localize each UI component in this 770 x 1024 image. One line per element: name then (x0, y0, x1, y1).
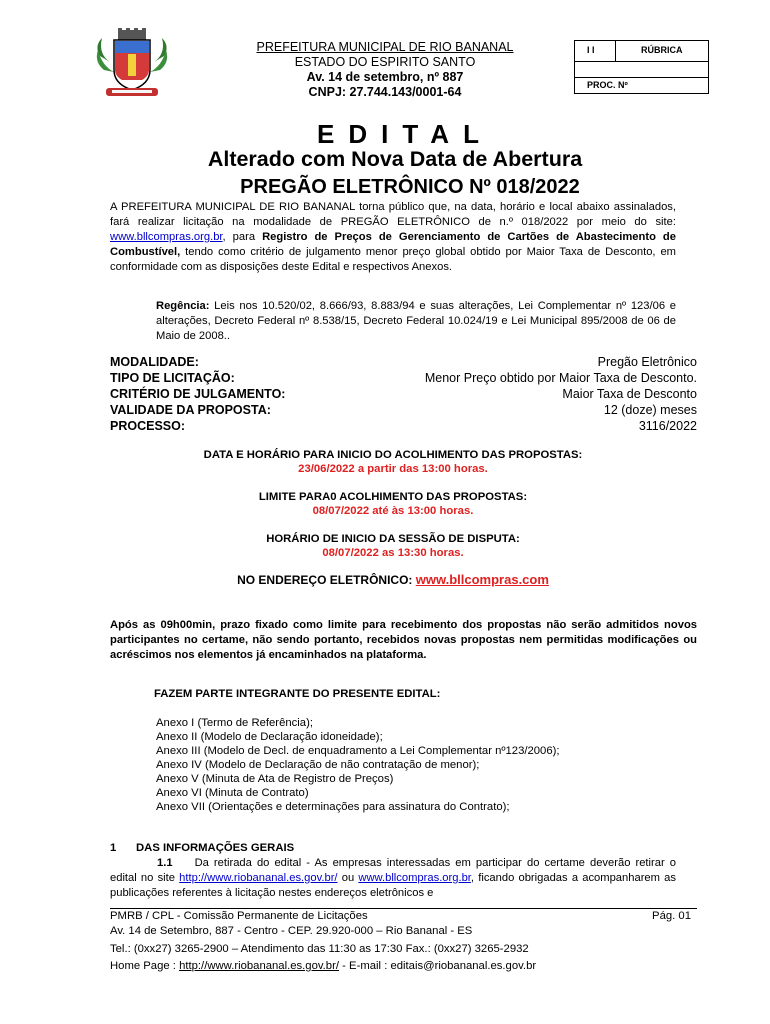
header-address: Av. 14 de setembro, nº 887 (306, 70, 464, 84)
inicio-label: DATA E HORÁRIO PARA INICIO DO ACOLHIMENTO DAS PROPOSTAS: (203, 449, 583, 461)
regencia-label: Regência: (156, 300, 210, 312)
field-value: 3116/2022 (638, 419, 697, 433)
field-processo (110, 419, 697, 435)
footer-email: - E-mail : editais@riobananal.es.gov.br (339, 960, 537, 972)
field-modalidade (110, 355, 697, 371)
header-cnpj: CNPJ: 27.744.143/0001-64 (308, 85, 462, 99)
anexo-item: Anexo VI (Minuta de Contrato) (156, 787, 309, 799)
section1-paragraph (110, 856, 676, 901)
field-validade (110, 403, 697, 419)
footer-homepage-link[interactable]: http://www.riobananal.es.gov.br/ (179, 960, 339, 972)
footer-phone: Tel.: (0xx27) 3265-2900 – Atendimento das 11:30 as 17:30 Fax.: (0xx27) 3265-2932 (110, 943, 529, 955)
section1-sub: 1.1 (157, 857, 173, 869)
anexo-item: Anexo VII (Orientações e determinações para assinatura do Contrato); (156, 801, 510, 813)
rubrica-box (574, 40, 709, 94)
endereco-line (110, 573, 676, 587)
limite-label: LIMITE PARA0 ACOLHIMENTO DAS PROPOSTAS: (258, 491, 528, 503)
title-pregao: PREGÃO ELETRÔNICO Nº 018/2022 (240, 176, 580, 198)
field-value: 12 (doze) meses (603, 403, 697, 417)
section1-heading: DAS INFORMAÇÕES GERAIS (136, 842, 295, 854)
section1-text-b: ou (337, 872, 359, 884)
intro-text-c: tendo como critério de julgamento menor preço global obtido por Maior Taxa de Desconto, em conformidade com as disposições deste Edital e respectivos Anexos. (110, 246, 676, 273)
field-label: MODALIDADE: (110, 355, 199, 369)
field-criterio (110, 387, 697, 403)
box-rubrica-label: RÚBRICA (641, 45, 683, 55)
field-value: Maior Taxa de Desconto (562, 387, 697, 401)
field-label: TIPO DE LICITAÇÃO: (110, 371, 235, 385)
regencia-paragraph (156, 299, 676, 344)
field-tipo (110, 371, 697, 387)
endereco-label: NO ENDEREÇO ELETRÔNICO: (237, 573, 416, 587)
sessao-value: 08/07/2022 as 13:30 horas. (322, 547, 464, 559)
section1-text-c: , ficando obrigadas a acompanharem as publicações referentes à licitação nestes endereços eletrônicos e (110, 872, 676, 899)
footer-address: Av. 14 de Setembro, 887 - Centro - CEP. 29.920-000 – Rio Bananal - ES (110, 925, 473, 937)
anexo-item: Anexo I (Termo de Referência); (156, 717, 313, 729)
field-label: CRITÉRIO DE JULGAMENTO: (110, 387, 286, 401)
section1-text-a: Da retirada do edital - As empresas interessadas em participar do certame deverão retirar o edital no site (110, 857, 676, 884)
header-estado: ESTADO DO ESPIRITO SANTO (294, 55, 476, 69)
header-prefeitura: PREFEITURA MUNICIPAL DE RIO BANANAL (256, 40, 514, 54)
riobananal-link[interactable]: http://www.riobananal.es.gov.br/ (179, 872, 338, 884)
footer-line1 (110, 910, 697, 922)
bllcompras-link[interactable]: www.bllcompras.org.br (358, 872, 471, 884)
field-label: PROCESSO: (110, 419, 186, 433)
anexo-item: Anexo II (Modelo de Declaração idoneidade); (156, 731, 383, 743)
limite-value: 08/07/2022 até às 13:00 horas. (312, 505, 474, 517)
footer-cpl: PMRB / CPL - Comissão Permanente de Licitações (110, 910, 368, 922)
bll-link[interactable]: www.bllcompras.org.br (110, 231, 223, 243)
box-sheet-label: I I (587, 45, 595, 55)
field-label: VALIDADE DA PROPOSTA: (110, 403, 271, 417)
municipal-crest-icon (92, 26, 172, 102)
intro-object: Registro de Preços de Gerenciamento de Cartões de Abastecimento de Combustível, (110, 231, 676, 258)
anexo-item: Anexo IV (Modelo de Declaração de não contratação de menor); (156, 759, 480, 771)
title-subtitle: Alterado com Nova Data de Abertura (207, 147, 583, 171)
endereco-link[interactable]: www.bllcompras.com (415, 572, 549, 587)
footer-homepage-label: Home Page : (110, 960, 180, 972)
section1-number: 1 (110, 842, 117, 854)
footer-divider (110, 908, 697, 909)
sessao-label: HORÁRIO DE INICIO DA SESSÃO DE DISPUTA: (266, 533, 520, 545)
inicio-value: 23/06/2022 a partir das 13:00 horas. (298, 463, 488, 475)
field-value: Pregão Eletrônico (597, 355, 697, 369)
page-number: Pág. 01 (652, 910, 691, 922)
regencia-text: Leis nos 10.520/02, 8.666/93, 8.883/94 e suas alterações, Lei Complementar nº 123/06 e alterações, Decreto Federal nº 8.538/15, Decreto Federal 10.024/19 e Lei Municipal 895/2008 de 06 de Maio de 2008.. (156, 300, 676, 342)
intro-text-b: , para (222, 231, 263, 243)
box-proc-label: PROC. Nº (587, 80, 628, 90)
title-edital: EDITAL (317, 119, 493, 149)
aviso-paragraph: Após as 09h00min, prazo fixado como limite para recebimento dos propostas não serão admitidos novos participantes no certame, não sendo portanto, recebidos novas propostas nem permitidas modificações ou acréscimos nos elementos já encaminhados na plataforma. (110, 619, 697, 661)
anexo-item: Anexo V (Minuta de Ata de Registro de Preços) (156, 773, 394, 785)
anexos-heading: FAZEM PARTE INTEGRANTE DO PRESENTE EDITAL: (154, 688, 441, 700)
intro-text-a: A PREFEITURA MUNICIPAL DE RIO BANANAL torna público que, na data, horário e local abaixo assinalados, fará realizar licitação na modalidade de PREGÃO ELETRÔNICO de n.º 018/2022 por meio do site: (110, 201, 676, 228)
intro-paragraph (110, 200, 676, 275)
anexo-item: Anexo III (Modelo de Decl. de enquadramento a Lei Complementar nº123/2006); (156, 745, 560, 757)
footer-web (110, 960, 697, 972)
field-value: Menor Preço obtido por Maior Taxa de Desconto. (424, 371, 697, 385)
